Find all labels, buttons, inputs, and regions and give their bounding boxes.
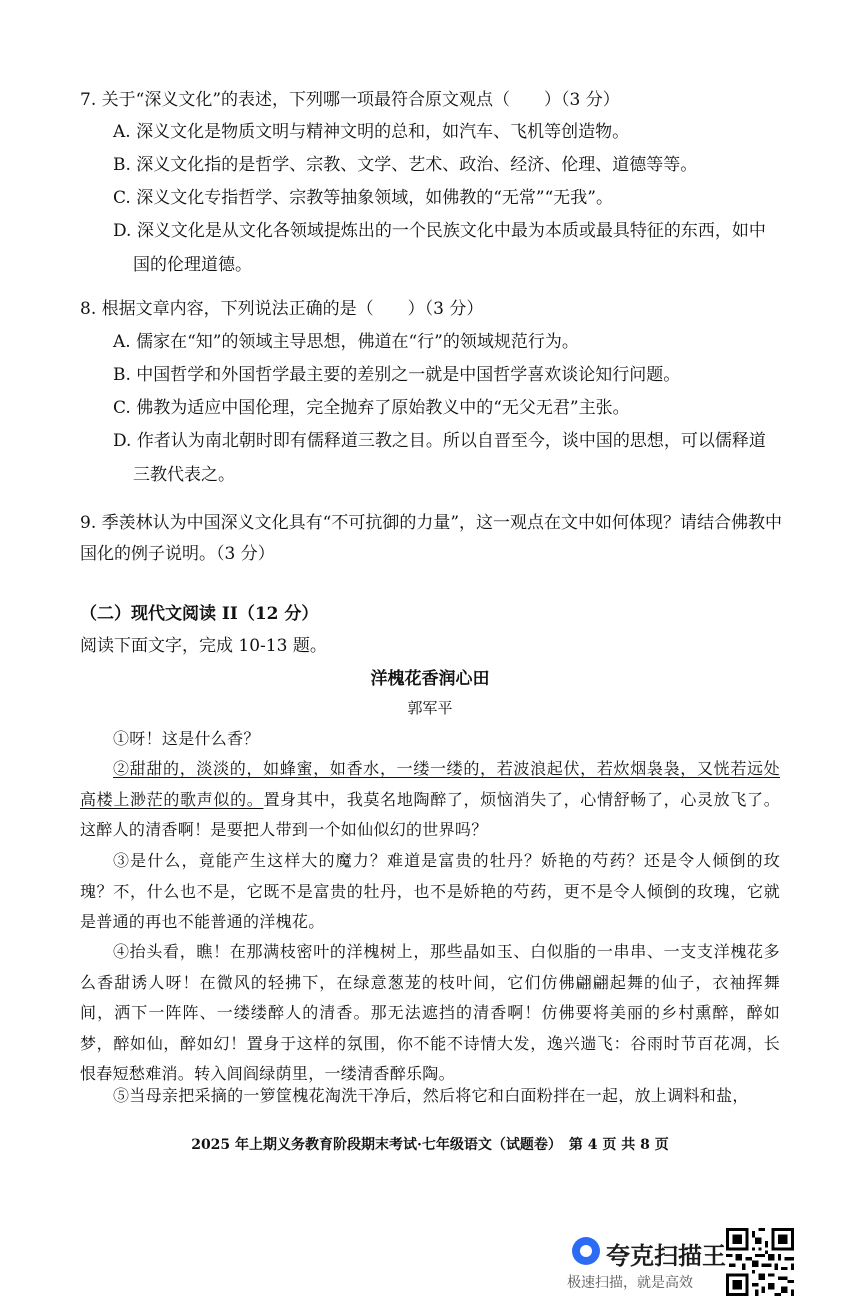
article-title: 洋槐花香润心田 [370, 669, 490, 689]
question-7-option-d-continuation: 国的伦理道德。 [133, 255, 252, 275]
scanner-app-name: 夸克扫描王 [606, 1242, 726, 1270]
question-7-option-d: D. 深义文化是从文化各领域提炼出的一个民族文化中最为本质或最具特征的东西，如中 [113, 221, 766, 241]
question-7-option-b: B. 深义文化指的是哲学、宗教、文学、艺术、政治、经济、伦理、道德等等。 [113, 155, 698, 175]
question-9-line-2: 国化的例子说明。（3 分） [80, 544, 275, 564]
scanner-logo-icon [572, 1237, 600, 1265]
question-8-option-d: D. 作者认为南北朝时即有儒释道三教之目。所以自晋至今，谈中国的思想，可以儒释道 [113, 431, 766, 451]
page-footer: 2025 年上期义务教育阶段期末考试·七年级语文（试题卷） 第 4 页 共 8 页 [191, 1137, 669, 1153]
paragraph-2-rest: 置身其中，我莫名地陶醉了，烦恼消失了，心情舒畅了，心灵放飞了。这醉人的清香啊！是要把人带到一个如仙似幻的世界吗？ [80, 789, 780, 839]
question-8-option-b: B. 中国哲学和外国哲学最主要的差别之一就是中国哲学喜欢谈论知行问题。 [113, 365, 681, 385]
paragraph-3: ③是什么，竟能产生这样大的魔力？难道是富贵的牡丹？娇艳的芍药？还是令人倾倒的玫瑰？不，什么也不是，它既不是富贵的牡丹，也不是娇艳的芍药，更不是令人倾倒的玫瑰，它就是普通的再也不能普通的洋槐花。 [80, 851, 780, 931]
question-8-stem: 8. 根据文章内容，下列说法正确的是（ ）（3 分） [80, 299, 484, 319]
paragraph-4: ④抬头看，瞧！在那满枝密叶的洋槐树上，那些晶如玉、白似脂的一串串、一支支洋槐花多么香甜诱人呀！在微风的轻拂下，在绿意葱茏的枝叶间，它们仿佛翩翩起舞的仙子，衣袖挥舞间，洒下一阵阵、一缕缕醉人的清香。那无法遮挡的清香啊！仿佛要将美丽的乡村熏醉，醉如梦，醉如仙，醉如幻！置身于这样的氛围，你不能不诗情大发，逸兴遄飞：谷雨时节百花凋，长恨春短愁难消。转入闾阎绿荫里，一缕清香醉乐陶。 [80, 942, 780, 1083]
paragraph-2 [80, 754, 780, 846]
article-author: 郭军平 [407, 699, 453, 717]
scanner-slogan: 极速扫描，就是高效 [567, 1275, 693, 1291]
section-instruction: 阅读下面文字，完成 10-13 题。 [80, 636, 327, 656]
question-7-option-a: A. 深义文化是物质文明与精神文明的总和，如汽车、飞机等创造物。 [113, 122, 630, 142]
question-8-option-d-continuation: 三教代表之。 [133, 465, 235, 485]
qr-code-icon [726, 1228, 794, 1296]
question-9-line-1: 9. 季羡林认为中国深义文化具有“不可抗御的力量”，这一观点在文中如何体现？请结合佛教中 [80, 513, 783, 533]
question-7-option-c: C. 深义文化专指哲学、宗教等抽象领域，如佛教的“无常”“无我”。 [113, 188, 613, 208]
section-title: （二）现代文阅读 II（12 分） [80, 604, 319, 624]
question-8-option-c: C. 佛教为适应中国伦理，完全抛弃了原始教义中的“无父无君”主张。 [113, 398, 630, 418]
question-8-option-a: A. 儒家在“知”的领域主导思想，佛道在“行”的领域规范行为。 [113, 332, 579, 352]
question-7-stem: 7. 关于“深义文化”的表述，下列哪一项最符合原文观点（ ）（3 分） [80, 90, 620, 110]
paragraph-1: ①呀！这是什么香？ [113, 729, 260, 748]
paragraph-5: ⑤当母亲把采摘的一箩筐槐花淘洗干净后，然后将它和白面粉拌在一起，放上调料和盐， [113, 1086, 749, 1105]
paragraph-2-underlined: ②甜甜的，淡淡的，如蜂蜜，如香水，一缕一缕的，若波浪起伏，若炊烟袅袅，又恍若远处高楼上渺茫的歌声似的。 [80, 759, 780, 809]
